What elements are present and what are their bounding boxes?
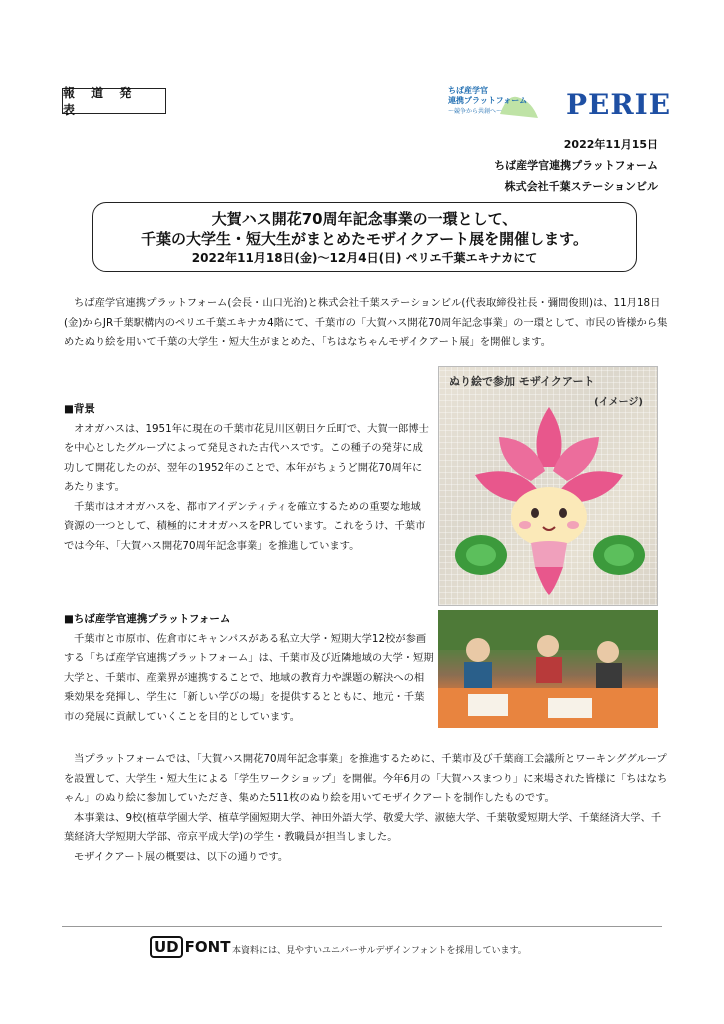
platform-text-4: モザイクアート展の概要は、以下の通りです。 bbox=[74, 850, 289, 863]
background-paragraph-2 bbox=[64, 498, 430, 557]
platform-heading: ■ちば産学官連携プラットフォーム bbox=[64, 613, 231, 625]
mosaic-sub-caption: (イメージ) bbox=[594, 397, 643, 408]
mosaic-caption: ぬり絵で参加 モザイクアート bbox=[449, 375, 595, 388]
ud-logo-font: FONT bbox=[184, 938, 231, 956]
release-date: 2022年11月15日 bbox=[563, 138, 658, 151]
platform-logo-line-1: ちば産学官 bbox=[448, 86, 488, 95]
platform-text-2: 当プラットフォームでは、「大賀ハス開花70周年記念事業」を推進するために、千葉市及び千葉商工会議所とワーキンググループを設置して、大学生・短大生による「学生ワークショップ」を開催。今年6月の「大賀ハスまつり」に来場された皆様に「ちはなちゃん」のぬり絵に参加していただき、集めた511枚のぬり絵を用いてモザイクアートを制作したものです。 bbox=[64, 753, 668, 804]
chihana-chan-lotus-icon bbox=[439, 367, 658, 606]
mosaic-art-image bbox=[438, 366, 658, 606]
platform-section bbox=[64, 610, 434, 727]
headline-box bbox=[92, 202, 637, 272]
platform-paragraph-1 bbox=[64, 630, 434, 728]
event-period: 2022年11月18日(金)〜12月4日(日) ペリエ千葉エキナカにて bbox=[191, 251, 538, 265]
intro-text: ちば産学官連携プラットフォーム(会長・山口光治)と株式会社千葉ステーションビル(代表取締役社長・彌間俊則)は、11月18日(金)からJR千葉駅構内のペリエ千葉エキナカ4階にて、千葉市の「大賀ハス開花70周年記念事業」の一環として、市民の皆様から集めたぬり絵を用いて千葉の大学生・短大生がまとめた、「ちはなちゃんモザイクアート展」を開催します。 bbox=[64, 297, 668, 348]
platform-paragraph-2 bbox=[64, 750, 668, 809]
workshop-scene-icon bbox=[438, 610, 658, 728]
chiba-platform-logo bbox=[442, 84, 542, 124]
platform-logo-tagline: 〜競争から共創へ〜 bbox=[448, 108, 503, 115]
issuer-block bbox=[494, 134, 658, 197]
platform-text-1: 千葉市と市原市、佐倉市にキャンパスがある私立大学・短期大学12校が参画する「ちば産学官連携プラットフォーム」は、千葉市及び近隣地域の大学・短期大学と、千葉市、産業界が連携することで、地域の教育力や課題の解決への相乗効果を発揮し、学生に「新しい学びの場」を提供するとともに、地元・千葉市の発展に貢献していくことを目的としています。 bbox=[64, 632, 434, 723]
issuer-station-building: 株式会社千葉ステーションビル bbox=[504, 180, 658, 193]
platform-logo-line-2: 連携プラットフォーム bbox=[448, 96, 528, 105]
perie-logo: PERIE bbox=[566, 88, 672, 121]
workshop-photo bbox=[438, 610, 658, 728]
platform-paragraph-4 bbox=[64, 848, 668, 868]
ud-logo-mark: UD bbox=[150, 936, 183, 958]
ud-font-logo bbox=[150, 938, 230, 956]
background-paragraph-1 bbox=[64, 420, 430, 498]
platform-section-wide bbox=[64, 750, 668, 867]
background-section bbox=[64, 400, 430, 556]
platform-paragraph-3 bbox=[64, 809, 668, 848]
background-text-1: オオガハスは、1951年に現在の千葉市花見川区朝日ケ丘町で、大賀一郎博士を中心としたグループによって発見された古代ハスです。この種子の発芽に成功して開花したのが、翌年の1952年のことで、本年がちょうど開花70周年にあたります。 bbox=[64, 422, 429, 493]
headline-line-2: 千葉の大学生・短大生がまとめたモザイクアート展を開催します。 bbox=[140, 230, 588, 248]
footer-divider bbox=[62, 926, 662, 927]
footer-note: 本資料には、見やすいユニバーサルデザインフォントを採用しています。 bbox=[232, 946, 527, 956]
background-text-2: 千葉市はオオガハスを、都市アイデンティティを確立するための重要な地域資源の一つとして、積極的にオオガハスをPRしています。これをうけ、千葉市では今年、「大賀ハス開花70周年記念事業」を推進しています。 bbox=[64, 500, 426, 552]
background-heading: ■背景 bbox=[64, 403, 95, 415]
intro-paragraph bbox=[64, 294, 674, 353]
issuer-platform: ちば産学官連携プラットフォーム bbox=[494, 159, 658, 172]
headline-line-1: 大賀ハス開花70周年記念事業の一環として、 bbox=[211, 210, 518, 228]
platform-text-3: 本事業は、9校(植草学園大学、植草学園短期大学、神田外語大学、敬愛大学、淑徳大学、千葉敬愛短期大学、千葉経済大学、千葉経済大学短期大学部、帝京平成大学)の学生・教職員が担当しました。 bbox=[64, 811, 662, 843]
press-release-label: 報 道 発 表 bbox=[62, 88, 166, 114]
